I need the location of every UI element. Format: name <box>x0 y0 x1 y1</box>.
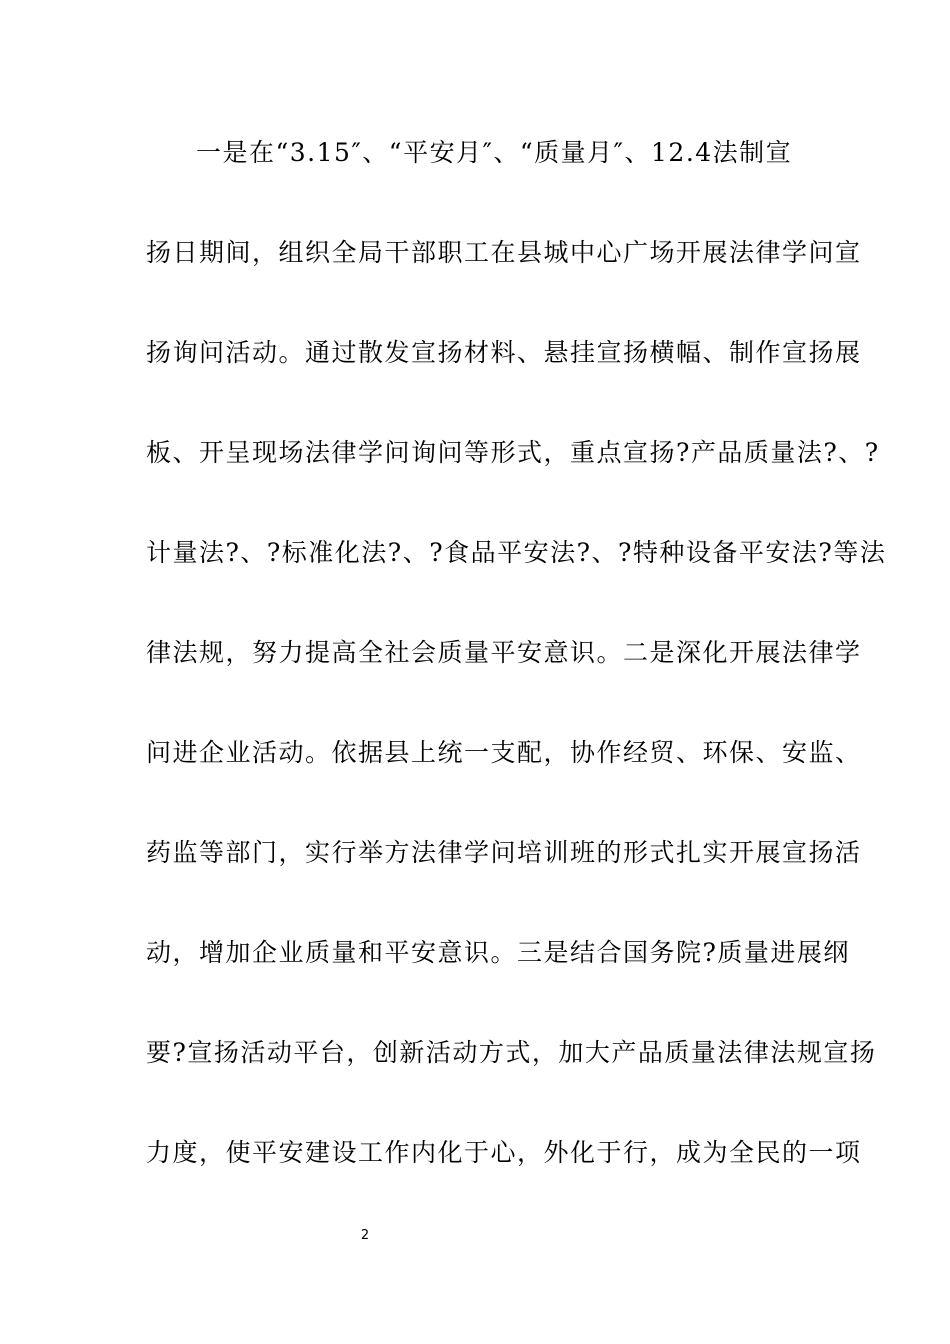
paragraph-line-2: 扬日期间，组织全局干部职工在县城中心广场开展法律学问宣 <box>146 238 862 267</box>
paragraph-line-9: 动，增加企业质量和平安意识。三是结合国务院?质量进展纲 <box>146 938 850 967</box>
paragraph-line-6: 律法规，努力提高全社会质量平安意识。二是深化开展法律学 <box>146 638 862 667</box>
paragraph-line-1: 一是在“3.15″、“平安月″、“质量月″、12.4法制宣 <box>196 138 793 167</box>
paragraph-line-3: 扬询问活动。通过散发宣扬材料、悬挂宣扬横幅、制作宣扬展 <box>146 338 862 367</box>
paragraph-line-8: 药监等部门，实行举方法律学问培训班的形式扎实开展宣扬活 <box>146 838 862 867</box>
paragraph-line-7: 问进企业活动。依据县上统一支配，协作经贸、环保、安监、 <box>146 738 862 767</box>
paragraph-line-4: 板、开呈现场法律学问询问等形式，重点宣扬?产品质量法?、? <box>146 438 880 467</box>
paragraph-line-11: 力度，使平安建设工作内化于心，外化于行，成为全民的一项 <box>146 1138 862 1167</box>
paragraph-line-10: 要?宣扬活动平台，创新活动方式，加大产品质量法律法规宣扬 <box>146 1038 877 1067</box>
page-number: 2 <box>360 1228 370 1243</box>
paragraph-line-5: 计量法?、?标准化法?、?食品平安法?、?特种设备平安法?等法 <box>146 538 887 567</box>
